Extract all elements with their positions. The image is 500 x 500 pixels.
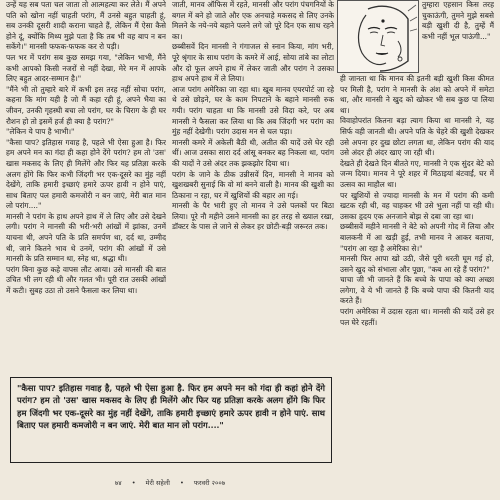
paragraph: "लेकिन ये पाप है भाभी।" — [6, 127, 75, 137]
woman-face-sketch — [338, 1, 418, 72]
paragraph: छब्बीसवें महीने मानसी ने बेटे को अपनी गोद में लिया और बालकनी में आ खड़ी हुई, तभी मानव ने आकर बताया, "परांग आ रहा है अमेरिका से।" — [340, 222, 494, 253]
text-column-1 — [6, 0, 166, 375]
footer-separator: • — [179, 479, 184, 487]
text-column-3-top — [422, 0, 494, 72]
woman-illustration — [337, 0, 419, 73]
paragraph: उन्हें यह सब पता चल जाता तो आत्महत्या कर लेते। मैं अपने पति को खोना नहीं चाहती परांग, मैं उनसे बहुत चाहती हूं, सब उनकी दूसरी शादी कराना चाहते हैं, लेकिन मैं ऐसा कैसे होने दूं, क्योंकि मिथ्य मुझे पता है कि तब भी वह बाप न बन सकेंगे।" मानसी फफक-फफक कर रो पड़ी। — [6, 0, 166, 52]
paragraph: आज परांग अमेरिका जा रहा था। खूब मानव एयरपोर्ट जा रहे थे उसे छोड़ने, घर के काम निपटाने के बहाने मानसी रुक गयी। परांग चाहता था कि मानसी उसे विदा करे, पर अब मानसी ने फैसला कर लिया था कि अब जिंदगी भर परांग का मुंह नहीं देखेगी। परांग उदास मन से चल पड़ा। — [172, 84, 334, 137]
paragraph: परांग के जाने के ठीक उन्नीसवें दिन, मानसी ने मानव को खुशखबरी सुनाई कि वो मां बनने वाली है। मानव की खुशी का ठिकाना न रहा, घर में खुशियों की बहार आ गई। — [172, 169, 334, 200]
text-column-2 — [172, 0, 334, 375]
paragraph: देखते ही देखते दिन बीतते गए, मानसी ने एक सुंदर बेटे को जन्म दिया। मानव ने पूरे शहर में मिठाइयां बंटवाईं, घर में उत्सव का माहौल था। — [340, 158, 494, 189]
paragraph: ही जानता था कि मानव की इतनी बड़ी खुशी किस कीमत पर मिली है, परांग ने मानसी के अंश को अपने में समेटा था, और मानसी ने खुद को खोकर भी सब कुछ पा लिया था। — [340, 74, 494, 115]
pull-quote-box — [10, 377, 332, 463]
paragraph: मानसी कमरे में अकेली बैठी थी, अतीत की यादें उसे घेर रही थीं। आज उसका सारा दर्द आंसू बनकर बह निकला था, परांग की यादों ने उसे अंदर तक झकझोर दिया था। — [172, 137, 334, 168]
paragraph: चाचा जी भी जानते हैं कि बच्चे के पापा को क्या अच्छा लगेगा, वे ये भी जानते हैं कि बच्चे पापा की कितनी याद करते हैं। — [340, 275, 494, 306]
paragraph: "कैसा पाप? इतिहास गवाह है, पहले भी ऐसा हुआ है। फिर हम अपने मन का गंदा ही कहा होने देंगे परांग? हम तो 'उस' खास मकसद के लिए ही मिलेंगे और फिर यह प्रतिज्ञा करके अलग होंगे कि फिर कभी जिंदगी भर एक-दूसरे का मुंह नहीं देखेंगे, ताकि हमारी इच्छाएं हमारे ऊपर हावी न होने पाएं, साथ बिताए पल हमारी कमजोरी न बन जाएं, मेरी बात मान लो परांग...." — [6, 137, 166, 211]
paragraph: छब्बीसवें दिन मानसी ने गंगाजल से स्नान किया, मांग भरी, पूरे श्रृंगार के साथ परांग के कमरे में आई, सोया तांबे का लोटा और दो फूल अपने हाथ में लेकर जाती और परांग ने उसका हाथ अपने हाथ में ले लिया। — [172, 42, 334, 84]
paragraph: पर खुशियों से ज्यादा मानसी के मन में परांग की कमी खटक रही थी, वह चाहकर भी उसे भुला नहीं पा रही थी। उसका हृदय एक अनजाने बोझ से दबा जा रहा था। — [340, 190, 494, 221]
pull-quote-text: "कैसा पाप? इतिहास गवाह है, पहले भी ऐसा हुआ है. फिर हम अपने मन को गंदा ही कहां होने देंगे परांग? हम तो 'उस' खास मकसद के लिए ही मिलेंगे और फिर यह प्रतिज्ञा करके अलग होंगे कि फिर हम जिंदगी भर एक-दूसरे का मुंह नहीं देखेंगे, ताकि हमारी इच्छाएं हमारे ऊपर हावी न होने पाएं. साथ बिताए पल हमारी कमजोरी न बन जाएं. मेरी बात मान लो परांग...." — [17, 383, 325, 431]
paragraph: पल भर में परांग सब कुछ समझ गया, "लेकिन भाभी, मैंने कभी आपको किसी नजरों से नहीं देखा, मेरे मन में आपके लिए बहुत आदर-सम्मान है।" — [6, 52, 166, 84]
magazine-name: मेरी सहेली — [145, 479, 170, 487]
page-number: ७४ — [114, 479, 122, 487]
text-column-3 — [340, 74, 494, 474]
paragraph: परांग अमेरिका में उदास रहता था। मानसी की यादें उसे हर पल घेरे रहतीं। — [340, 307, 494, 327]
paragraph: मानसी ने परांग के हाथ अपने हाथ में ले लिए और उसे देखने लगी। परांग ने मानसी की भरी-भरी आंखों में झांका, उनमें याचना थी, अपने पति के प्रति समर्पण था, दर्द था, उम्मीद थी, जाने कितने भाव थे उनमें, परांग की आंखों में उसे मानसी के प्रति सम्मान था, स्नेह था, श्रद्धा थी। — [6, 211, 166, 264]
page-footer — [0, 478, 340, 487]
paragraph: जाती, मानव ऑफिस में रहते, मानसी और परांग पंचगनियों के बगल में बने हो जाते और एक अनचाहे मकसद से लिए उनके मिलने के नये-नये बहाने पलने लगे जो पूरे दिन एक साथ रहने का। — [172, 0, 334, 41]
paragraph: मानसी फिर आपा खो उठी, जैसे पूरी धरती घूम गई हो, उसने खुद को संभाला और पूछा, "कब आ रहे हैं परांग?" — [340, 254, 494, 274]
paragraph: विवाहोपरांत कितना बड़ा त्याग किया था मानसी ने, यह सिर्फ वही जानती थी। अपने पति के चेहरे की खुशी देखकर उसे अपना हर दुख छोटा लगता था, लेकिन परांग की याद उसे अंदर ही अंदर खाए जा रही थी। — [340, 116, 494, 158]
paragraph: "मैंने भी तो तुम्हारे बारे में कभी इस तरह नहीं सोचा परांग, कहना कि मांग यही है जो मैं कहा रही हूं, अपने भैया का जीवन, उनकी गृहस्थी बचा लो परांग, घर के चिराग के ही घर रौशन हो तो इसमें हर्ज ही क्या है परांग?" — [6, 84, 166, 126]
paragraph: परांग बिना कुछ कहे वापस लौट आया। उसे मानसी की बात उचित भी लग रही थी और गलत भी। पूरी रात उसकी आंखों में कटी। सुबह उठा तो उसने फैसला कर लिया था। — [6, 264, 166, 296]
paragraph: तुम्हारा एहसान किस तरह चुकाऊंगी, तुमने मुझे सबसे बड़ी खुशी दी है, तुम्हें मैं कभी नहीं भूल पाऊंगी..." — [422, 0, 494, 41]
paragraph: मानसी के पैर भारी हुए तो मानव ने उसे पलकों पर बिठा लिया। पूरे नौ महीने उसने मानसी का हर तरह से ख्याल रखा, डॉक्टर के पास ले जाने से लेकर हर छोटी-बड़ी जरूरत तक। — [172, 201, 334, 232]
footer-separator: • — [131, 479, 136, 487]
issue-date: फरवरी २००७ — [193, 479, 226, 487]
